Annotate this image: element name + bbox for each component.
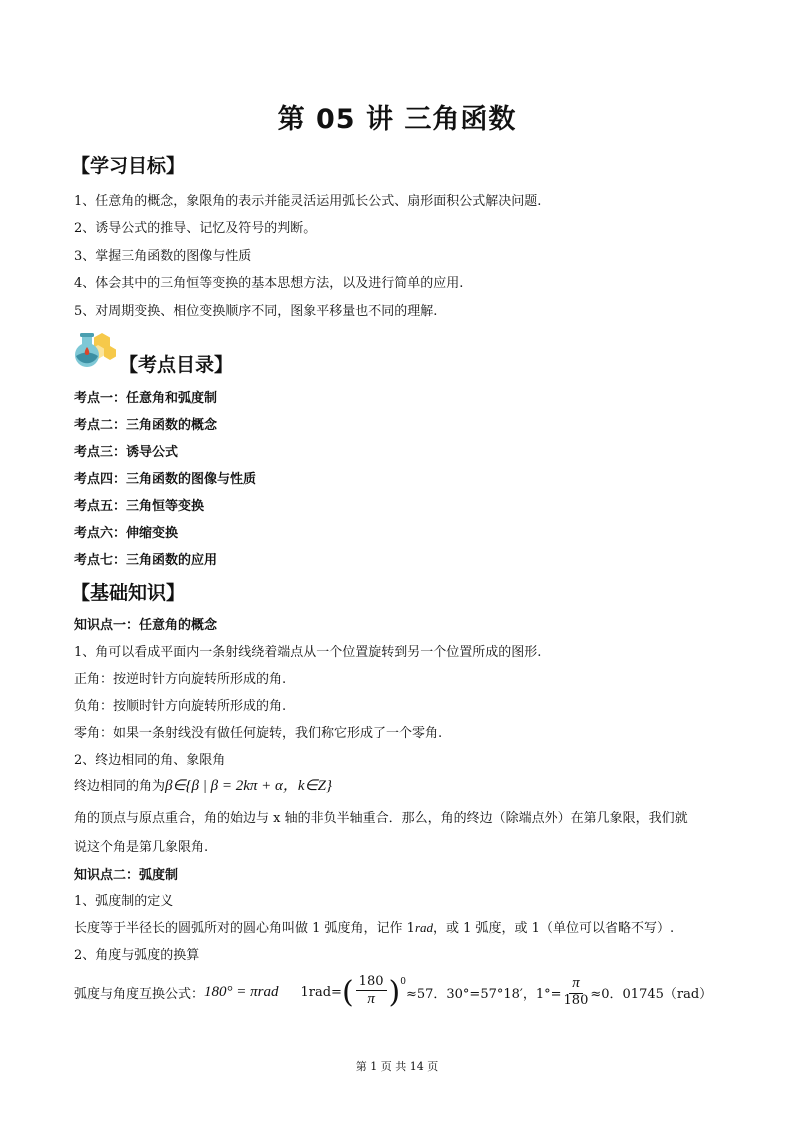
body-text: 零角：如果一条射线没有做任何旋转，我们称它形成了一个零角. <box>74 726 443 741</box>
flask-icon <box>72 329 118 369</box>
catalog-item: 考点六：伸缩变换 <box>74 526 179 541</box>
knowledge-point-heading: 知识点二：弧度制 <box>74 868 179 883</box>
body-text: 1、角可以看成平面内一条射线绕着端点从一个位置旋转到另一个位置所成的图形. <box>74 645 542 660</box>
conversion-formula <box>74 970 712 1014</box>
formula-label: 终边相同的角为 <box>74 779 166 794</box>
body-text: 1、弧度制的定义 <box>74 894 174 909</box>
formula-180-pi: 180° = πrad <box>204 983 279 1000</box>
formula-line <box>74 774 332 795</box>
body-text <box>74 917 674 936</box>
fraction-180-over-pi <box>356 975 387 1008</box>
body-text: 角的顶点与原点重合，角的始边与 x 轴的非负半轴重合．那么，角的终边（除端点外）在第几象限，我们就 <box>74 811 688 826</box>
page-title: 第 05 讲 三角函数 <box>277 104 517 135</box>
catalog-item: 考点三：诱导公式 <box>74 445 179 460</box>
catalog-item: 考点七：三角函数的应用 <box>74 553 218 568</box>
formula-label: 弧度与角度互换公式： <box>74 986 205 1002</box>
fraction-pi-over-180 <box>564 975 589 1008</box>
goal-item: 4、体会其中的三角恒等变换的基本思想方法，以及进行简单的应用. <box>74 276 464 291</box>
unit-rad: rad <box>414 920 434 935</box>
formula-part: ≈0．01745（rad） <box>590 986 713 1002</box>
section-goals-heading: 【学习目标】 <box>71 155 186 177</box>
body-text-part: ，或 1 弧度，或 1（单位可以省略不写）. <box>433 921 675 936</box>
fraction-numerator: 180 <box>356 975 387 991</box>
section-basics-heading: 【基础知识】 <box>71 582 186 604</box>
degree-superscript: 0 <box>400 977 406 987</box>
body-text: 说这个角是第几象限角. <box>74 840 209 855</box>
goal-item: 2、诱导公式的推导、记忆及符号的判断。 <box>74 221 317 236</box>
goal-item: 3、掌握三角函数的图像与性质 <box>74 249 252 264</box>
knowledge-point-heading: 知识点一：任意角的概念 <box>74 618 218 633</box>
goal-item: 5、对周期变换、相位变换顺序不同，图象平移量也不同的理解. <box>74 304 438 319</box>
fraction-denominator: π <box>367 991 375 1008</box>
body-text-part: 长度等于半径长的圆弧所对的圆心角叫做 1 弧度角，记作 1 <box>74 921 415 936</box>
catalog-item: 考点四：三角函数的图像与性质 <box>74 472 257 487</box>
catalog-item: 考点五：三角恒等变换 <box>74 499 205 514</box>
body-text: 2、角度与弧度的换算 <box>74 948 200 963</box>
section-catalog-heading: 【考点目录】 <box>119 354 234 376</box>
paren-right: ) <box>388 974 401 1010</box>
catalog-item: 考点二：三角函数的概念 <box>74 418 218 433</box>
body-text: 2、终边相同的角、象限角 <box>74 753 226 768</box>
body-text: 负角：按顺时针方向旋转所形成的角. <box>74 699 287 714</box>
formula-part: 1rad= <box>300 984 342 1000</box>
page-footer: 第 1 页 共 14 页 <box>355 1060 439 1073</box>
catalog-item: 考点一：任意角和弧度制 <box>74 391 218 406</box>
fraction-numerator: π <box>569 975 583 993</box>
paren-left: ( <box>341 974 354 1010</box>
fraction-denominator: 180 <box>563 992 589 1008</box>
formula-part: ≈57．30°=57°18′，1°= <box>405 986 562 1002</box>
goal-item: 1、任意角的概念，象限角的表示并能灵活运用弧长公式、扇形面积公式解决问题. <box>74 194 542 209</box>
body-text: 正角：按逆时针方向旋转所形成的角. <box>74 672 287 687</box>
formula-coterminal: β∈{β | β = 2kπ + α，k∈Z} <box>165 778 332 794</box>
